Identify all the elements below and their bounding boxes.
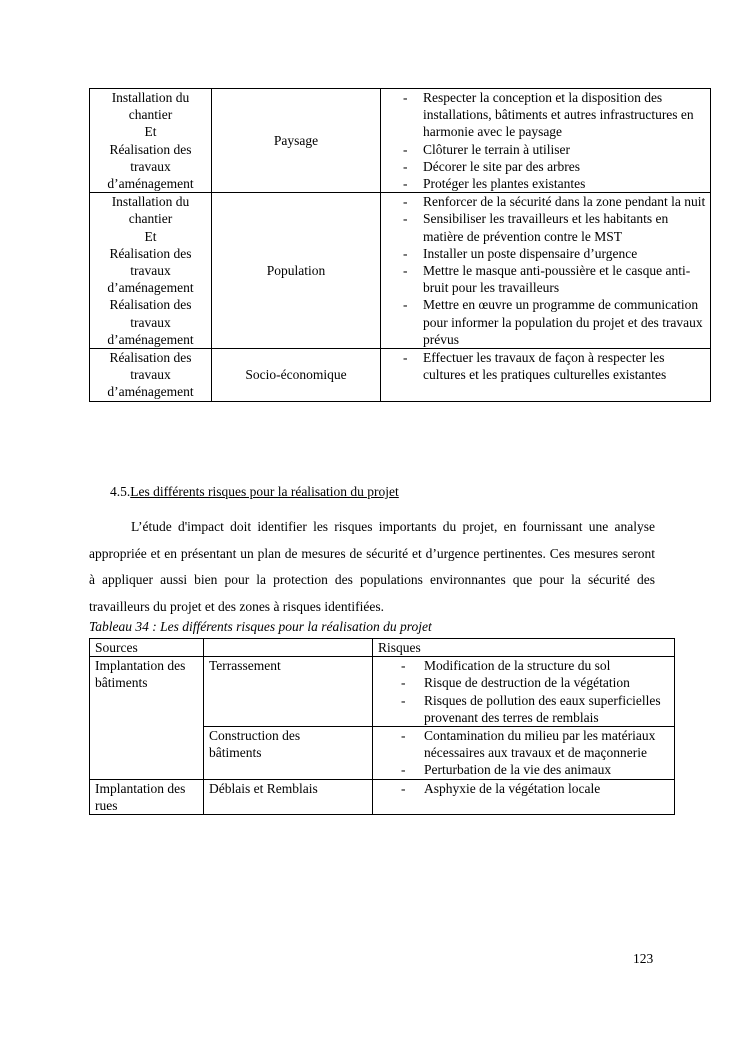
source-cell-continued xyxy=(90,727,204,780)
source-cell: Implantation des rues xyxy=(90,779,204,814)
component-cell: Socio-économique xyxy=(212,349,381,402)
list-item: - Modification de la structure du sol xyxy=(378,657,669,674)
source-cell: Implantation des bâtiments xyxy=(90,657,204,727)
list-item: - Respecter la conception et la disposition des installations, bâtiments et autres infrastructures en harmonie avec le paysage xyxy=(381,89,706,141)
phase-cell: Réalisation des travaux d’aménagement xyxy=(90,349,212,402)
list-item: - Sensibiliser les travailleurs et les habitants en matière de prévention contre le MST xyxy=(381,210,706,244)
page-number: 123 xyxy=(633,951,654,966)
activity-cell: Terrassement xyxy=(204,657,373,727)
table-row xyxy=(90,193,711,349)
list-item: - Risques de pollution des eaux superficielles provenant des terres de remblais xyxy=(378,692,669,726)
list-item: - Renforcer de la sécurité dans la zone pendant la nuit xyxy=(381,193,706,210)
phase-cell: Installation du chantier Et Réalisation des travaux d’aménagement xyxy=(90,89,212,193)
list-item: - Protéger les plantes existantes xyxy=(381,175,706,192)
column-header: Risques xyxy=(373,639,675,657)
risks-table xyxy=(89,638,675,815)
table-row xyxy=(90,779,675,814)
measures-cell xyxy=(381,349,711,402)
list-item: - Effectuer les travaux de façon à respecter les cultures et les pratiques culturelles existantes xyxy=(381,349,706,383)
list-item: - Contamination du milieu par les matériaux nécessaires aux travaux et de maçonnerie xyxy=(378,727,669,761)
activity-cell: Construction des bâtiments xyxy=(204,727,373,780)
table-row xyxy=(90,349,711,402)
mitigation-table xyxy=(89,88,711,402)
section-heading xyxy=(110,484,399,500)
measures-cell xyxy=(381,89,711,193)
list-item: - Installer un poste dispensaire d’urgence xyxy=(381,245,706,262)
list-item: - Perturbation de la vie des animaux xyxy=(378,761,669,778)
activity-cell: Déblais et Remblais xyxy=(204,779,373,814)
phase-cell: Installation du chantier Et Réalisation des travaux d’aménagement Réalisation des travaux d’aménagement xyxy=(90,193,212,349)
risks-cell xyxy=(373,779,675,814)
risks-cell xyxy=(373,657,675,727)
section-number: 4.5. xyxy=(110,484,131,499)
body-paragraph: L’étude d'impact doit identifier les risques importants du projet, en fournissant une analyse appropriée et en présentant un plan de mesures de sécurité et d’urgence pertinentes. Ces mesures seront à appliquer aussi bien pour la protection des populations environnantes que pour la sécurité des travailleurs du projet et des zones à risques identifiées. xyxy=(89,519,655,614)
column-header: Sources xyxy=(90,639,204,657)
table-row xyxy=(90,657,675,727)
list-item: - Risque de destruction de la végétation xyxy=(378,674,669,691)
list-item: - Asphyxie de la végétation locale xyxy=(378,780,669,797)
column-header xyxy=(204,639,373,657)
measures-cell xyxy=(381,193,711,349)
table-row xyxy=(90,727,675,780)
list-item: - Clôturer le terrain à utiliser xyxy=(381,141,706,158)
list-item: - Mettre en œuvre un programme de communication pour informer la population du projet et des travaux prévus xyxy=(381,296,706,348)
list-item: - Mettre le masque anti-poussière et le casque anti-bruit pour les travailleurs xyxy=(381,262,706,296)
component-cell: Population xyxy=(212,193,381,349)
section-title: Les différents risques pour la réalisation du projet xyxy=(130,484,399,499)
table-caption: Tableau 34 : Les différents risques pour la réalisation du projet xyxy=(89,619,432,634)
table-row xyxy=(90,89,711,193)
table-header-row xyxy=(90,639,675,657)
risks-cell xyxy=(373,727,675,780)
list-item: - Décorer le site par des arbres xyxy=(381,158,706,175)
component-cell: Paysage xyxy=(212,89,381,193)
